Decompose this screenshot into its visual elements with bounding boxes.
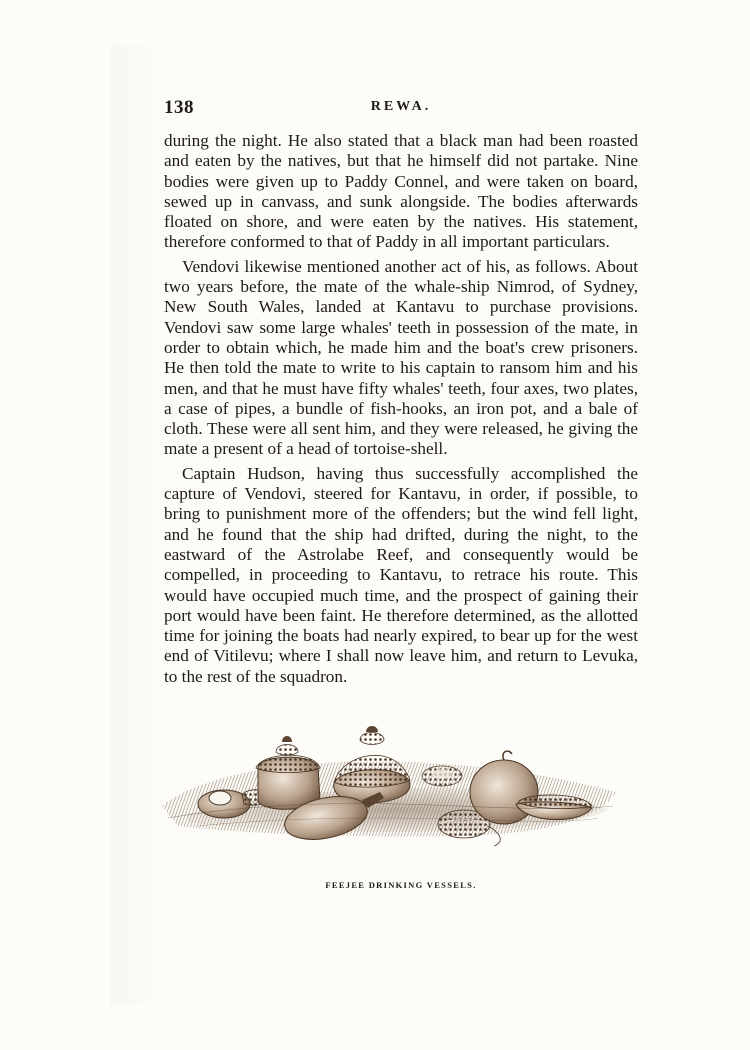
figure-caption: FEEJEE DRINKING VESSELS. [325, 880, 477, 890]
paragraph-1: during the night. He also stated that a black man had been roasted and eaten by the natives, but that he himself did not partake. Nine bodies were given up to Paddy Connel, and were taken on board, sewed up in canvass, and sunk alongside. The bodies afterwards floated on shore, and were eaten by the natives. His statement, therefore conformed to that of Paddy in all important particulars. [164, 131, 638, 252]
body-text [164, 131, 638, 687]
page-header [164, 97, 638, 121]
paragraph-3: Captain Hudson, having thus successfully accomplished the capture of Vendovi, steered for Kantavu, in order, if possible, to bring to punishment more of the offenders; but the wind fell light, and he found that the ship had drifted, during the night, to the eastward of the Astrolabe Reef, and consequently would be compelled, in proceeding to Kantavu, to retrace his route. This would have occupied much time, and the prospect of gaining their port would have been faint. He therefore determined, as the allotted time for joining the boats had nearly expired, to bear up for the west end of Vitilevu; where I shall now leave him, and return to Levuka, to the rest of the squadron. [164, 463, 638, 686]
page-number: 138 [164, 97, 194, 118]
drinking-vessels-engraving [158, 722, 620, 862]
paragraph-2: Vendovi likewise mentioned another act of his, as follows. About two years before, the mate of the whale-ship Nimrod, of Sydney, New South Wales, landed at Kantavu to purchase provisions. Vendovi saw some large whales' teeth in possession of the mate, in order to obtain which, he made him and the boat's crew prisoners. He then told the mate to write to his captain to ransom him and his men, and that he must have fifty whales' teeth, four axes, two plates, a case of pipes, a bundle of fish-hooks, an iron pot, and a bale of cloth. These were all sent him, and they were released, he giving the mate a present of a head of tortoise-shell. [164, 256, 638, 459]
running-head: REWA. [370, 99, 432, 114]
coiled-basket [422, 766, 462, 786]
covered-pot-left [256, 736, 320, 809]
